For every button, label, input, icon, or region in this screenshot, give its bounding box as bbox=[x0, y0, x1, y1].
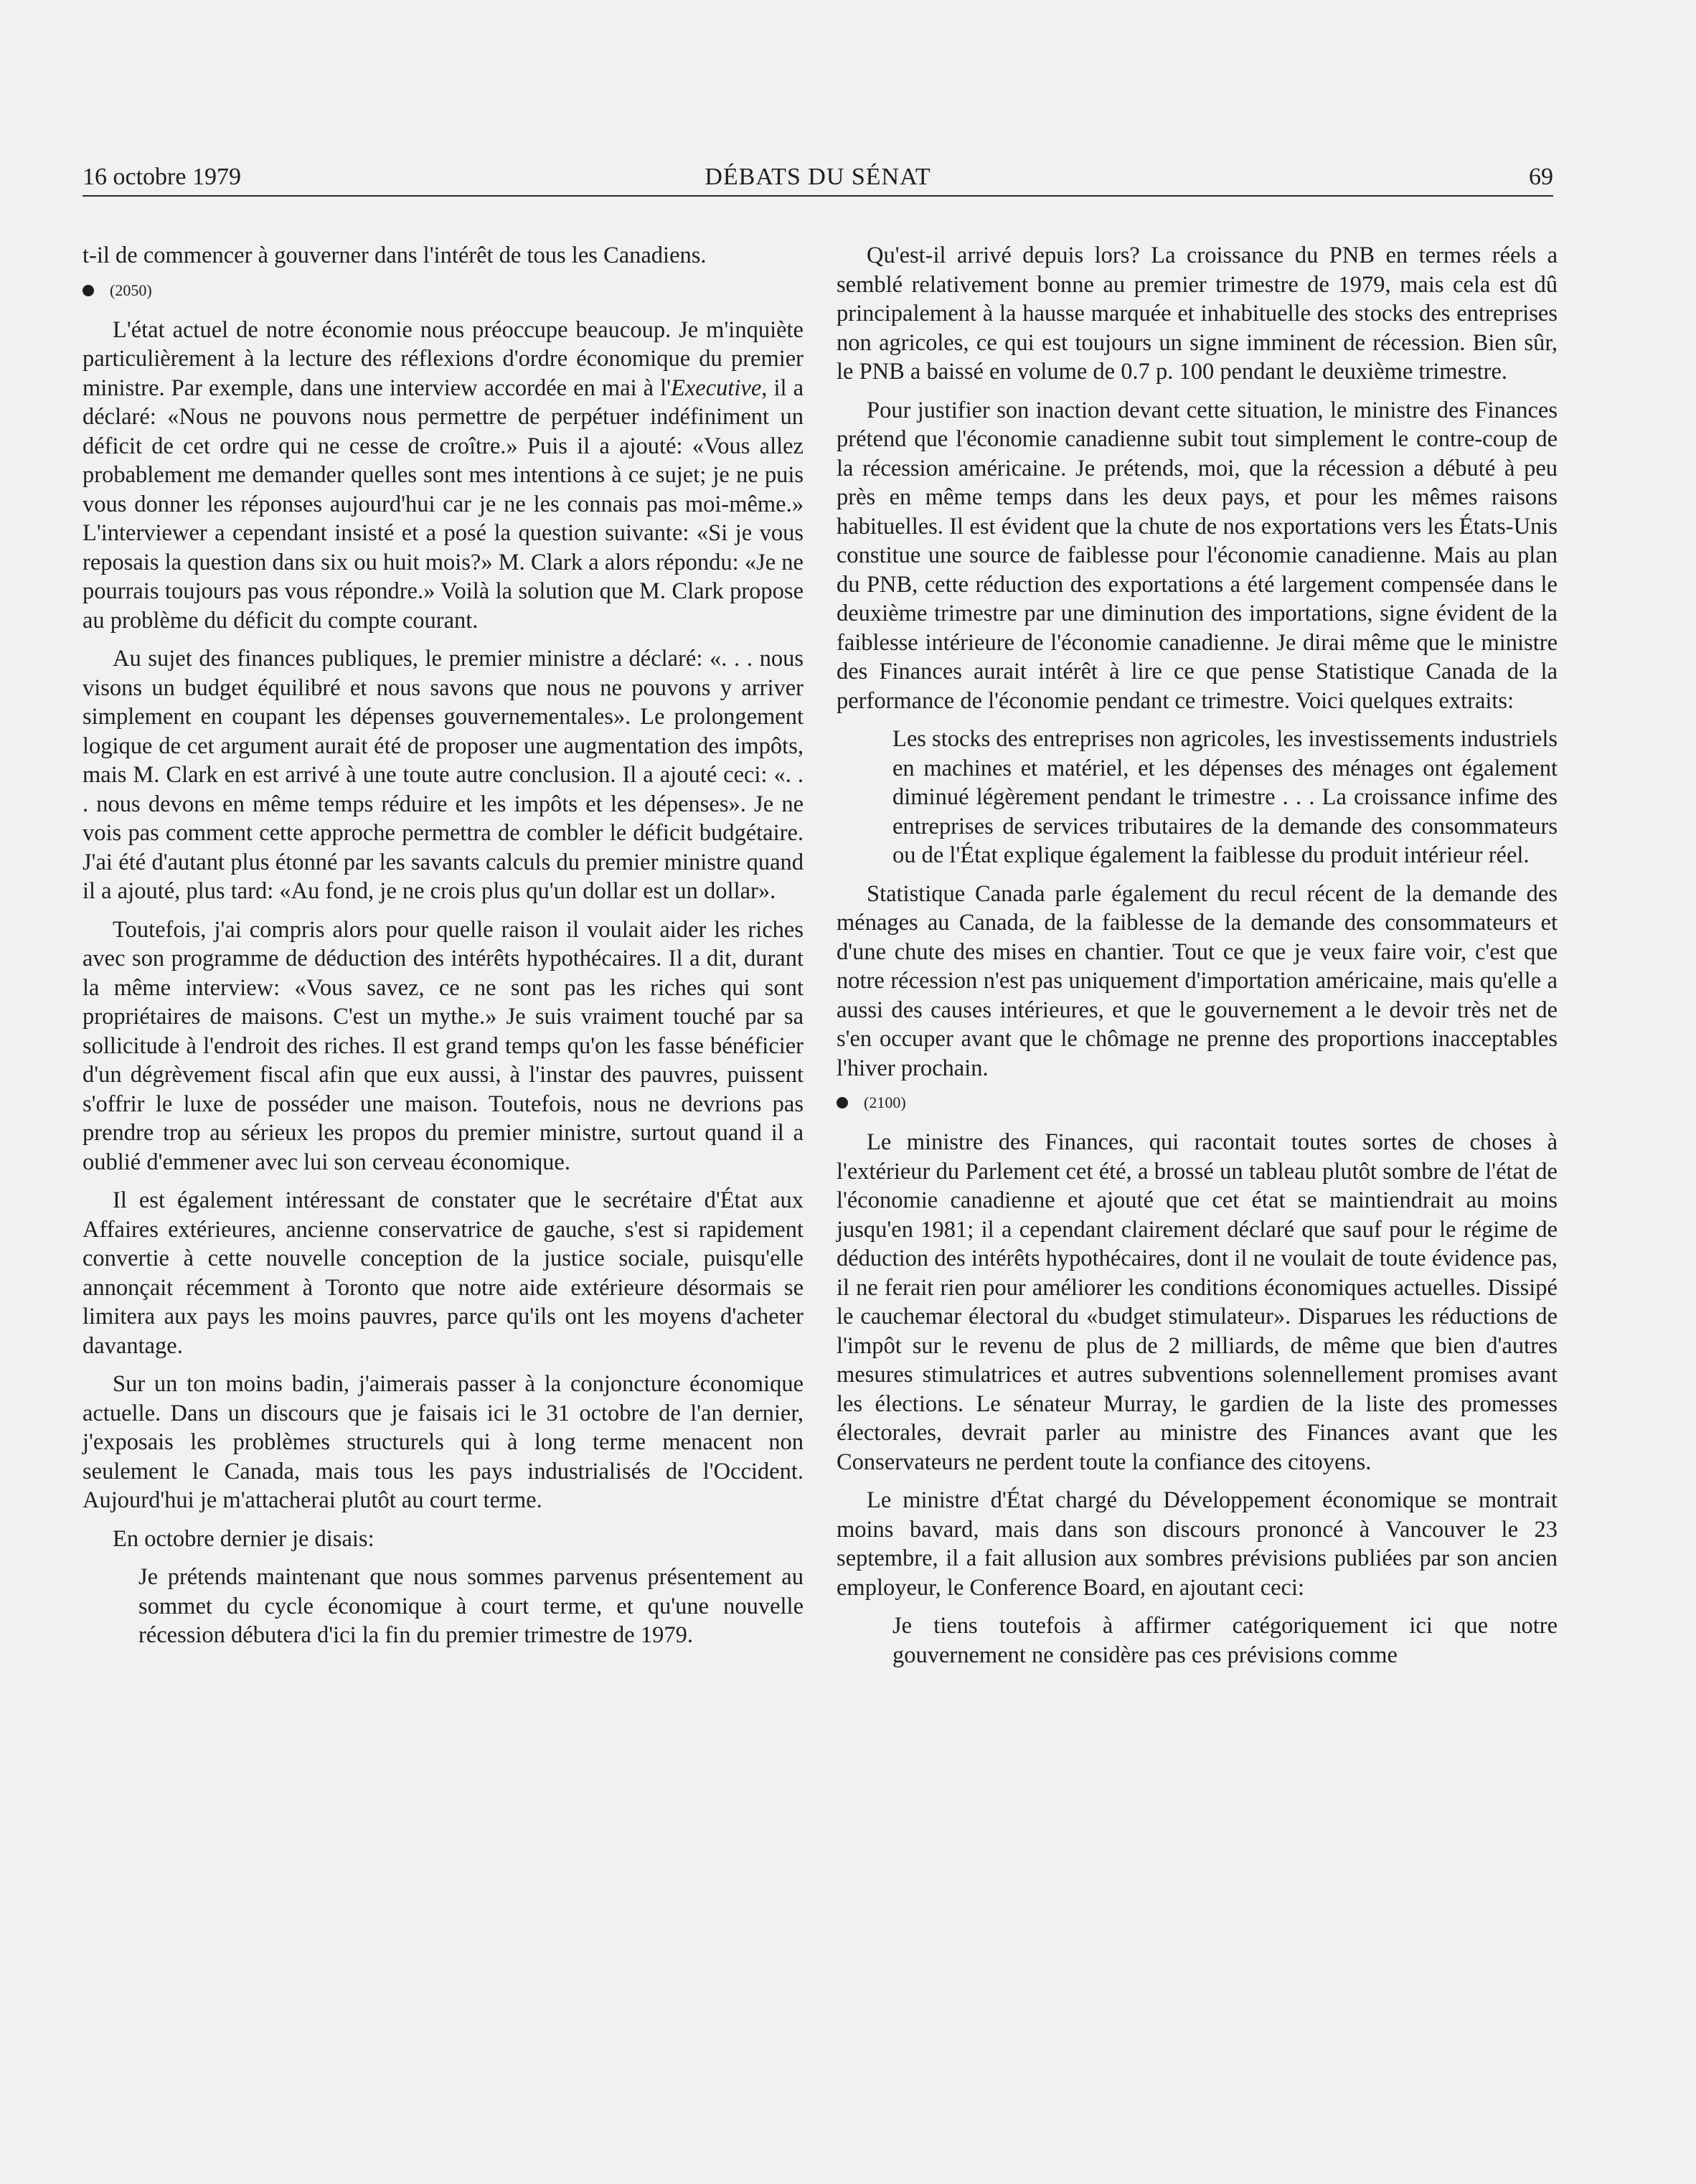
header-title: DÉBATS DU SÉNAT bbox=[705, 164, 931, 190]
paragraph-text: L'état actuel de notre économie nous préoccupe beaucoup. Je m'inquiète particulièrement à la lecture des réflexions d'ordre économique du premier ministre. Par exemple, dans une interview accordée en mai à l' bbox=[83, 316, 804, 401]
paragraph: Toutefois, j'ai compris alors pour quelle raison il voulait aider les riches avec son programme de déduction des intérêts hypothécaires. Il a dit, durant la même interview: «Vous savez, ce ne sont pas les riches qui sont propriétaires de maisons. C'est un mythe.» Je suis vraiment touché par sa sollicitude à l'endroit des riches. Il est grand temps qu'on les fasse bénéficier d'un dégrèvement fiscal afin que eux aussi, à l'instar des pauvres, puissent s'offrir le luxe de posséder une maison. Toutefois, nous ne devrions pas prendre trop au sérieux les propos du premier ministre, surtout quand il a oublié d'emmener avec lui son cerveau économique. bbox=[83, 916, 804, 1175]
paragraph: Le ministre des Finances, qui racontait toutes sortes de choses à l'extérieur du Parlement cet été, a brossé un tableau plutôt sombre de l'état de l'économie canadienne et ajouté que cet état se maintiendrait au moins jusqu'en 1981; il a cependant clairement déclaré que sauf pour le régime de déduction des intérêts hypothécaires, dont il ne voulait de toute évidence pas, il ne ferait rien pour améliorer les conditions économiques actuelles. Dissipé le cauchemar électoral du «budget stimulateur». Disparues les réductions de l'impôt sur le revenu de plus de 2 milliards, de même que bien d'autres mesures stimulatrices et autres subventions solennellement promises avant les élections. Le sénateur Murray, le gardien de la liste des promesses électorales, devrait parler au ministre des Finances avant que les Conservateurs ne perdent toute la confiance des citoyens. bbox=[837, 1129, 1558, 1475]
paragraph: Pour justifier son inaction devant cette situation, le ministre des Finances prétend que l'économie canadienne subit tout simplement le contre-coup de la récession américaine. Je prétends, moi, que la récession a débuté à peu près en même temps dans les deux pays, et pour les mêmes raisons habituelles. Il est évident que la chute de nos exportations vers les États-Unis constitue une source de faiblesse pour l'économie canadienne. Mais au plan du PNB, cette réduction des exportations a été largement compensée dans le deuxième trimestre par une diminution des importations, signe évident de la faiblesse intérieure de l'économie canadienne. Je dirai même que le ministre des Finances aurait intérêt à lire ce que pense Statistique Canada de la performance de l'économie pendant ce trimestre. Voici quelques extraits: bbox=[837, 397, 1558, 714]
paragraph: t-il de commencer à gouverner dans l'intérêt de tous les Canadiens. bbox=[83, 243, 707, 268]
paragraph: Qu'est-il arrivé depuis lors? La croissance du PNB en termes réels a semblé relativement bonne au premier trimestre de 1979, mais cela est dû principalement à la hausse marquée et inhabituelle des stocks des entreprises non agricoles, ce qui est toujours un signe imminent de récession. Bien sûr, le PNB a baissé en volume de 0.7 p. 100 pendant le deuxième trimestre. bbox=[837, 243, 1558, 385]
page-number: 69 bbox=[1529, 164, 1553, 190]
time-marker bbox=[837, 1092, 1558, 1114]
publication-title: Executive bbox=[671, 375, 762, 401]
bullet-icon bbox=[837, 1097, 848, 1109]
page-header bbox=[83, 159, 1553, 197]
header-date: 16 octobre 1979 bbox=[83, 164, 241, 190]
paragraph bbox=[83, 316, 804, 636]
paragraph: Il est également intéressant de constater que le secrétaire d'État aux Affaires extérieures, ancienne conservatrice de gauche, s'est si rapidement convertie à cette nouvelle conception de la justice sociale, puisqu'elle annonçait récemment à Toronto que notre aide extérieure désormais se limitera aux pays les moins pauvres, parce qu'ils ont les moyens d'acheter davantage. bbox=[83, 1187, 804, 1359]
right-column bbox=[837, 241, 1558, 1679]
left-column bbox=[83, 241, 804, 1660]
paragraph-text: , il a déclaré: «Nous ne pouvons nous permettre de perpétuer indéfiniment un déficit de cet ordre qui ne cesse de croître.» Puis il a ajouté: «Vous allez probablement me demander quelles sont mes intentions à ce sujet; je ne puis vous donner les réponses aujourd'hui car je ne les connais pas moi-même.» L'interviewer a cependant insisté et a posé la question suivante: «Si je vous reposais la question dans six ou huit mois?» M. Clark a alors répondu: «Je ne pourrais toujours pas vous répondre.» Voilà la solution que M. Clark propose au problème du déficit du compte courant. bbox=[83, 375, 804, 634]
time-marker-label: (2100) bbox=[864, 1093, 906, 1111]
paragraph: Au sujet des finances publiques, le premier ministre a déclaré: «. . . nous visons un budget équilibré et nous savons que nous ne pouvons y arriver simplement en coupant les dépenses gouvernementales». Le prolongement logique de cet argument aurait été de proposer une augmentation des impôts, mais M. Clark en est arrivé à une toute autre conclusion. Il a ajouté ceci: «. . . nous devons en même temps réduire et les impôts et les dépenses». Je ne vois pas comment cette approche permettra de combler le déficit budgétaire. J'ai été d'autant plus étonné par les savants calculs du premier ministre quand il a ajouté, plus tard: «Au fond, je ne crois plus qu'un dollar est un dollar». bbox=[83, 646, 804, 904]
time-marker-label: (2050) bbox=[110, 281, 152, 299]
bullet-icon bbox=[83, 285, 94, 296]
block-quote: Je tiens toutefois à affirmer catégoriquement ici que notre gouvernement ne considère pas ces prévisions comme bbox=[892, 1613, 1558, 1668]
block-quote: Je prétends maintenant que nous sommes parvenus présentement au sommet du cycle économique à court terme, et qu'une nouvelle récession débutera d'ici la fin du premier trimestre de 1979. bbox=[138, 1564, 804, 1648]
time-marker bbox=[83, 280, 804, 301]
block-quote: Les stocks des entreprises non agricoles, les investissements industriels en machines et matériel, et les dépenses des ménages ont également diminué légèrement pendant le trimestre . . . La croissance infime des entreprises de services tributaires de la demande des consommateurs ou de l'État explique également la faiblesse du produit intérieur réel. bbox=[892, 726, 1558, 868]
paragraph: Le ministre d'État chargé du Développement économique se montrait moins bavard, mais dans son discours prononcé à Vancouver le 23 septembre, il a fait allusion aux sombres prévisions publiées par son ancien employeur, le Conference Board, en ajoutant ceci: bbox=[837, 1487, 1558, 1601]
paragraph: En octobre dernier je disais: bbox=[113, 1525, 374, 1552]
paragraph: Statistique Canada parle également du recul récent de la demande des ménages au Canada, de la faiblesse de la demande des consommateurs et d'une chute des mises en chantier. Tout ce que je veux faire voir, c'est que notre récession n'est pas uniquement d'importation américaine, mais qu'elle a aussi des causes intérieures, et que le gouvernement a le devoir très net de s'en occuper avant que le chômage ne prenne des proportions inacceptables l'hiver prochain. bbox=[837, 880, 1558, 1081]
paragraph: Sur un ton moins badin, j'aimerais passer à la conjoncture économique actuelle. Dans un discours que je faisais ici le 31 octobre de l'an dernier, j'exposais les problèmes structurels qui à long terme menacent non seulement le Canada, mais tous les pays industrialisés de l'Occident. Aujourd'hui je m'attacherai plutôt au court terme. bbox=[83, 1371, 804, 1513]
